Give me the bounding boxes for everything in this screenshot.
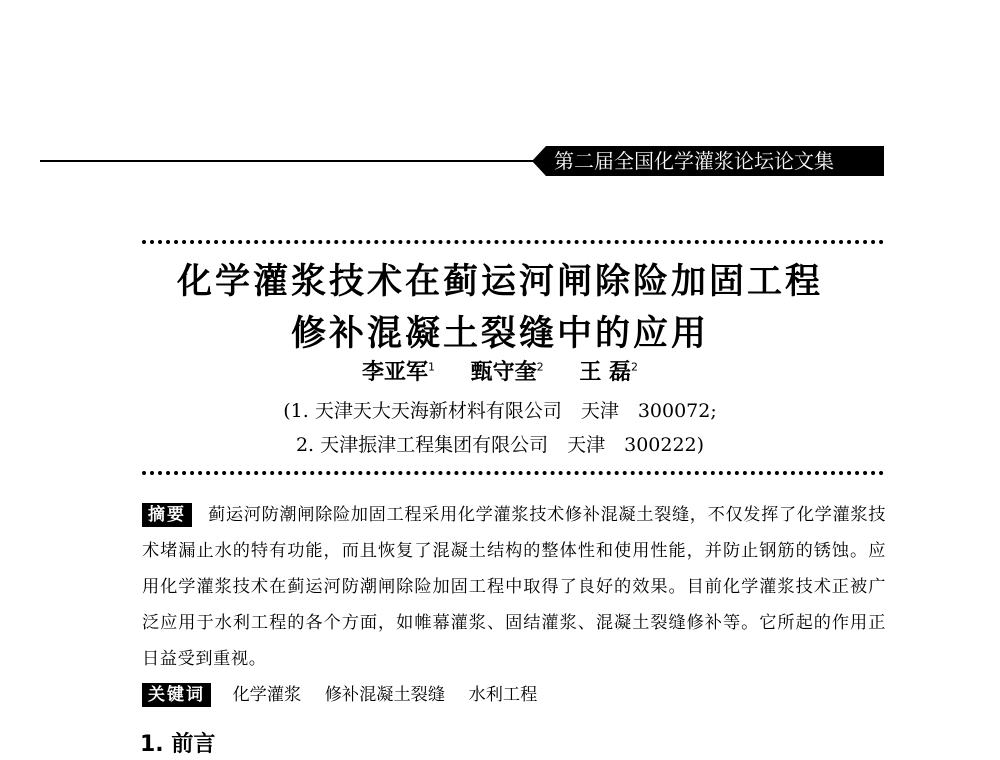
dotted-divider-bottom (142, 471, 884, 475)
author-name: 王 磊 (579, 360, 632, 385)
paper-title-line1: 化学灌浆技术在蓟运河闸除险加固工程 (176, 261, 823, 302)
abstract (142, 497, 886, 677)
author-name: 甄守奎 (470, 360, 537, 385)
collection-badge (532, 146, 884, 176)
keyword: 化学灌浆 (232, 685, 302, 705)
author-affiliation-mark: 1 (427, 360, 435, 374)
dotted-divider-top (142, 240, 884, 244)
affiliation-1: (1. 天津天大天海新材料有限公司 天津 300072; (283, 400, 717, 422)
author-name: 李亚军 (361, 360, 428, 385)
abstract-text: 蓟运河防潮闸除险加固工程采用化学灌浆技术修补混凝土裂缝，不仅发挥了化学灌浆技术堵漏止水的特有功能，而且恢复了混凝土结构的整体性和使用性能，并防止钢筋的锈蚀。应用化学灌浆技术在蓟运河防潮闸除险加固工程中取得了良好的效果。目前化学灌浆技术正被广泛应用于水利工程的各个方面，如帷幕灌浆、固结灌浆、混凝土裂缝修补等。它所起的作用正日益受到重视。 (142, 505, 886, 669)
author-affiliation-mark: 2 (631, 360, 639, 374)
keyword: 水利工程 (468, 685, 538, 705)
badge-arrow-icon (532, 146, 546, 176)
keywords (142, 681, 886, 709)
section-heading: 1. 前言 (140, 732, 216, 757)
keyword: 修补混凝土裂缝 (324, 685, 446, 705)
author (362, 360, 435, 385)
author (471, 360, 544, 385)
author (579, 360, 638, 385)
collection-title: 第二届全国化学灌浆论坛论文集 (546, 146, 884, 176)
keywords-label: 关键词 (142, 683, 211, 707)
affiliation-2: 2. 天津振津工程集团有限公司 天津 300222) (295, 434, 705, 456)
abstract-label: 摘要 (142, 503, 192, 527)
author-affiliation-mark: 2 (536, 360, 544, 374)
author-list (0, 355, 1000, 386)
paper-title-line2: 修补混凝土裂缝中的应用 (290, 313, 709, 354)
header-rule (40, 160, 540, 162)
